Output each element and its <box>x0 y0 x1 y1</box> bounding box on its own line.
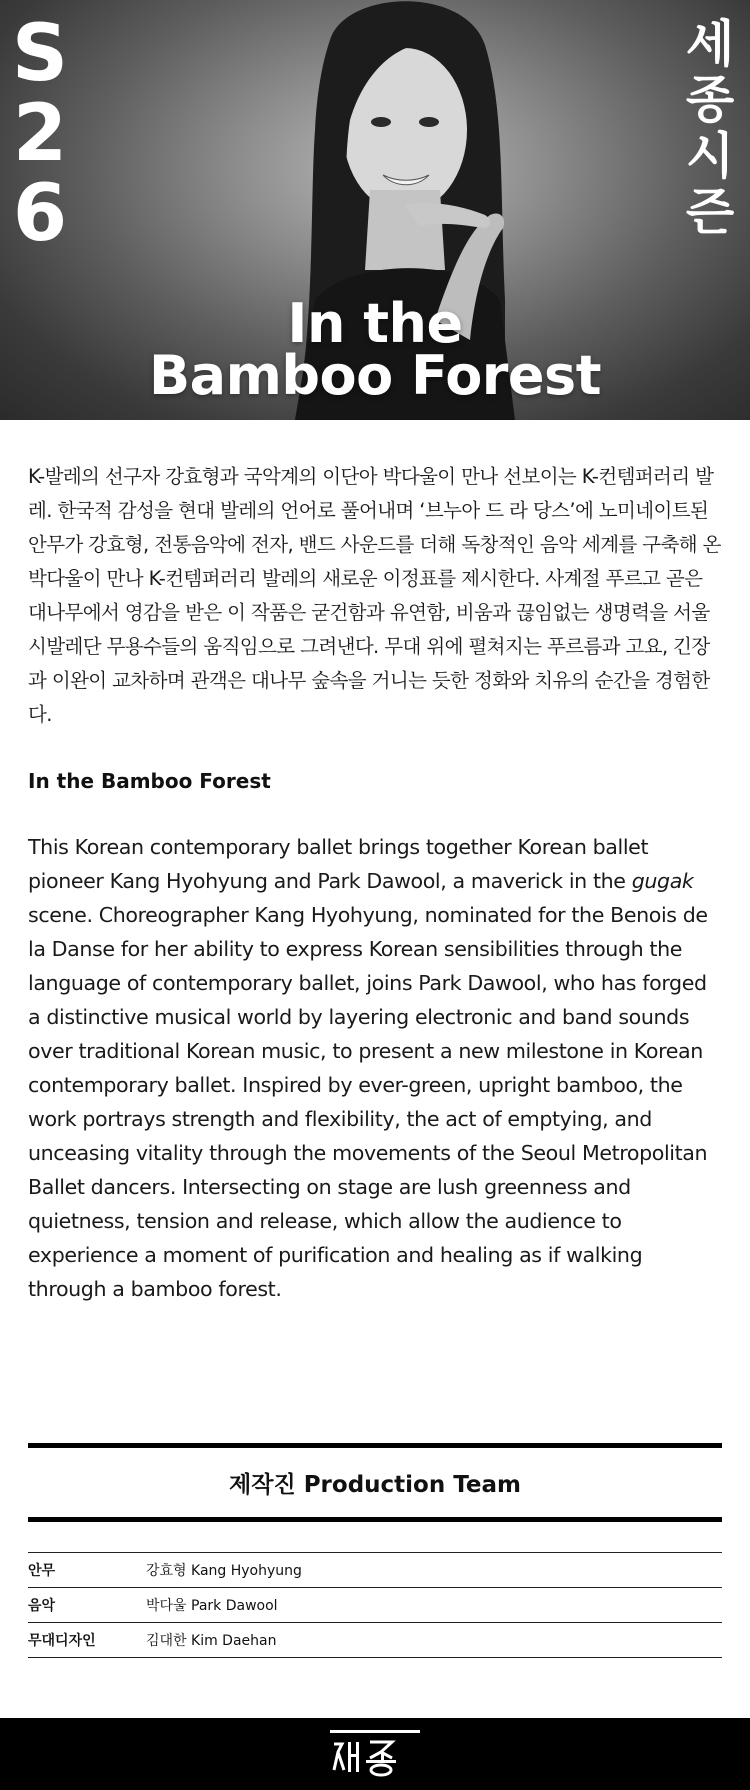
team-row <box>28 1623 722 1658</box>
english-description-part: This Korean contemporary ballet brings together Korean ballet pioneer Kang Hyohyung and Park Dawool, a maverick in the <box>28 835 649 893</box>
season-code-digit: 2 <box>12 89 68 179</box>
team-member-name: 김대한 Kim Daehan <box>146 1633 277 1649</box>
english-heading: In the Bamboo Forest <box>28 769 271 793</box>
team-role: 음악 <box>28 1598 56 1614</box>
team-role: 안무 <box>28 1563 56 1579</box>
team-member-name: 강효형 Kang Hyohyung <box>146 1563 302 1579</box>
season-name-char: 세 <box>685 15 735 73</box>
production-team-title: 제작진 Production Team <box>229 1472 521 1498</box>
hero-banner <box>0 0 750 420</box>
hero-title <box>0 292 750 407</box>
season-code <box>8 9 72 259</box>
season-name-char: 시 <box>685 127 735 185</box>
team-member-name: 박다울 Park Dawool <box>146 1598 278 1614</box>
season-name <box>680 16 740 240</box>
team-row <box>28 1588 722 1623</box>
team-row <box>28 1553 722 1588</box>
hero-title-line: In the <box>287 292 463 355</box>
season-name-char: 종 <box>685 71 735 129</box>
season-code-digit: 6 <box>12 169 68 259</box>
description-section <box>28 460 722 1306</box>
production-team-section <box>28 1443 722 1658</box>
season-code-letter: S <box>11 9 69 99</box>
korean-description: K-발레의 선구자 강효형과 국악계의 이단아 박다울이 만나 선보이는 K-컨템퍼러리 발레. 한국적 감성을 현대 발레의 언어로 풀어내며 ‘브누아 드 라 당스’에 노미네이트된 안무가 강효형, 전통음악에 전자, 밴드 사운드를 더해 독창적인 음악 세계를 구축해 온 박다울이 만나 K-컨템퍼러리 발레의 새로운 이정표를 제시한다. 사계절 푸르고 곧은 대나무에서 영감을 받은 이 작품은 굳건함과 유연함, 비움과 끊임없는 생명력을 서울시발레단 무용수들의 움직임으로 그려낸다. 무대 위에 펼쳐지는 푸르름과 고요, 긴장과 이완이 교차하며 관객은 대나무 숲속을 거니는 듯한 정화와 치유의 순간을 경험한다. <box>28 465 721 726</box>
english-description-italic: gugak <box>631 869 694 893</box>
hero-title-line: Bamboo Forest <box>148 344 602 407</box>
english-description-part: scene. Choreographer Kang Hyohyung, nominated for the Benois de la Danse for her ability to express Korean sensibilities through the language of contemporary ballet, joins Park Dawool, who has forged a distinctive musical world by layering electronic and band sounds over traditional Korean music, to present a new milestone in Korean contemporary ballet. Inspired by ever-green, upright bamboo, the work portrays strength and flexibility, the act of emptying, and unceasing vitality through the movements of the Seoul Metropolitan Ballet dancers. Intersecting on stage are lush greenness and quietness, tension and release, which allow the audience to experience a moment of purification and healing as if walking through a bamboo forest. <box>28 903 708 1301</box>
sejong-logo-icon[interactable] <box>330 1730 420 1778</box>
team-role: 무대디자인 <box>28 1633 96 1649</box>
season-name-char: 즌 <box>685 183 735 241</box>
english-description <box>28 830 722 1306</box>
footer <box>0 1718 750 1790</box>
